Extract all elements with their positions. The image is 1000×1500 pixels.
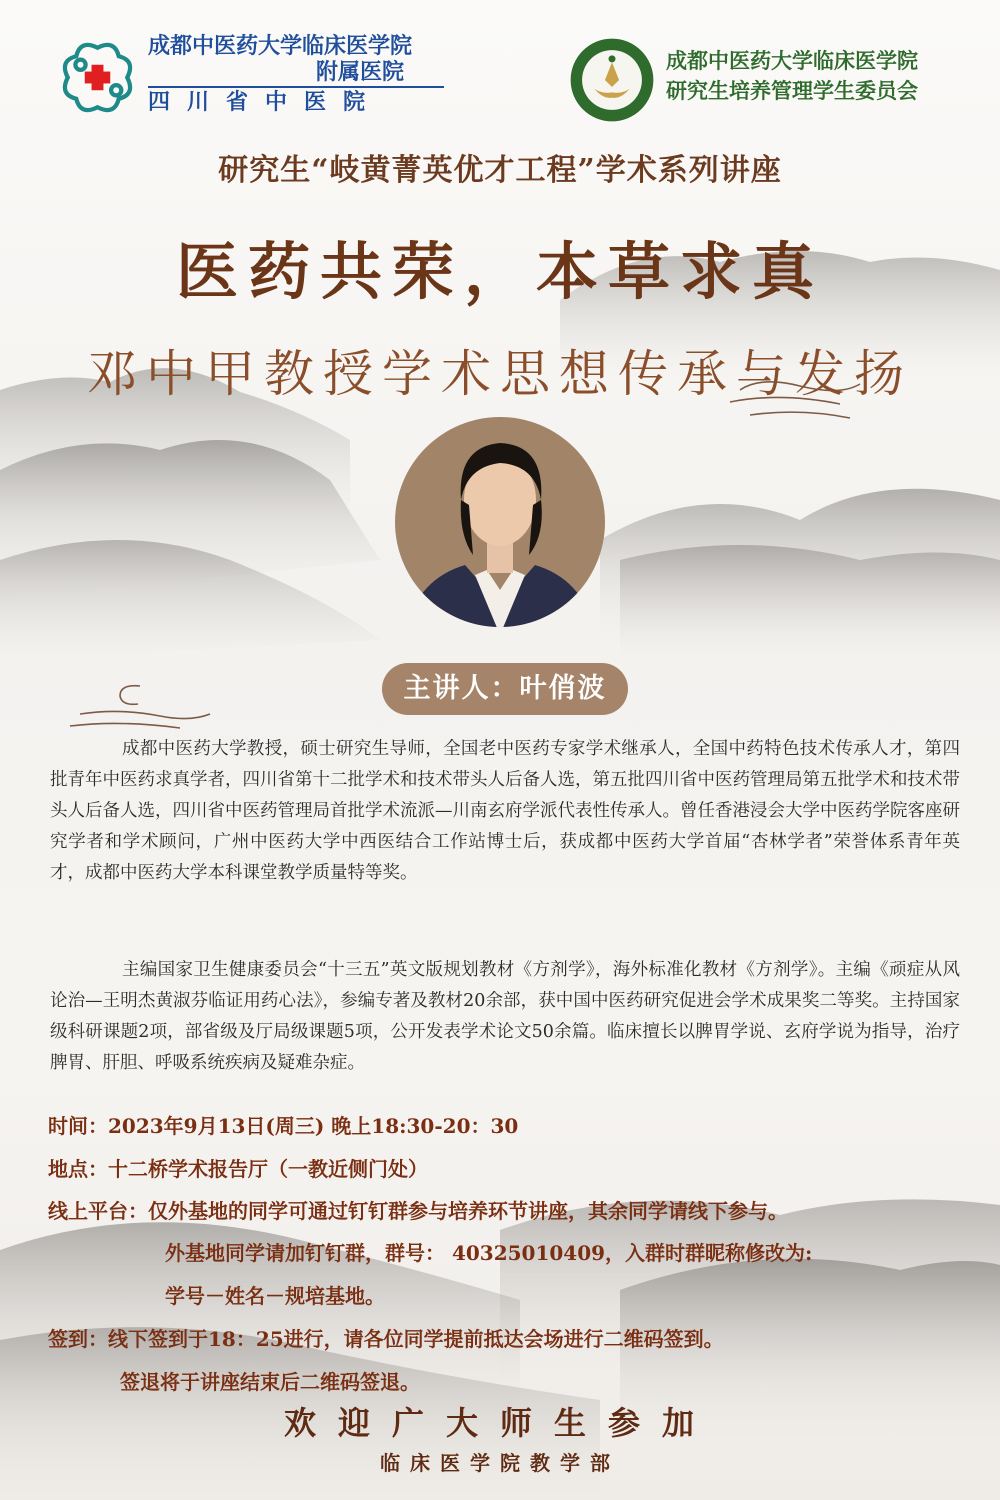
bio-text-2: 主编国家卫生健康委员会“十三五”英文版规划教材《方剂学》，海外标准化教材《方剂学》。主编《顽症从风论治—王明杰黄淑芬临证用药心法》，参编专著及教材20余部，获中国中医药研究促进会学术成果奖二等奖。主持国家级科研课题2项，部省级及厅局级课题5项，公开发表学术论文50余篇。临床擅长以脾胃学说、玄府学说为指导，治疗脾胃、肝胆、呼吸系统疾病及疑难杂症。: [50, 960, 960, 1073]
main-title: 医药共荣，本草求真: [175, 235, 824, 308]
event-time: 时间：2023年9月13日(周三) 晚上18:30-20：30: [48, 1114, 519, 1138]
speaker-label: 主讲人：: [403, 673, 520, 704]
sign-out-notice: 签退将于讲座结束后二维码签退。: [120, 1370, 420, 1394]
hospital-name: [148, 34, 412, 116]
sign-in-notice: 签到：线下签到于18：25进行，请各位同学提前抵达会场进行二维码签到。: [48, 1327, 724, 1351]
hospital-name-line3: 四川省中医院: [148, 90, 383, 115]
hospital-logo-icon: [55, 35, 140, 120]
hospital-name-line2: 附属医院: [316, 60, 405, 85]
committee-seal-icon: [568, 36, 656, 124]
sub-title: 邓中甲教授学术思想传承与发扬: [87, 345, 913, 403]
bio-paragraph-2: [50, 955, 960, 1079]
organizer-department: 临床医学院教学部: [380, 1451, 620, 1475]
nickname-format: 学号－姓名－规培基地。: [165, 1284, 385, 1308]
committee-name-line1: 成都中医药大学临床医学院: [666, 49, 918, 73]
hospital-name-line1: 成都中医药大学临床医学院: [148, 34, 413, 59]
speaker-portrait: [395, 405, 605, 635]
cloud-swirl-decoration: [60, 676, 220, 736]
welcome-text: 欢迎广大师生参加: [283, 1404, 716, 1442]
speaker-name: 叶俏波: [519, 673, 607, 704]
online-platform: 线上平台：仅外基地的同学可通过钉钉群参与培养环节讲座，其余同学请线下参与。: [48, 1199, 788, 1223]
committee-name: [666, 46, 918, 106]
event-place: 地点：十二桥学术报告厅（一教近侧门处）: [48, 1157, 428, 1181]
hospital-name-divider: [148, 86, 444, 88]
bio-text-1: 成都中医药大学教授，硕士研究生导师，全国老中医药专家学术继承人，全国中药特色技术传承人才，第四批青年中医药求真学者，四川省第十二批学术和技术带头人后备人选，第五批四川省中医药管理局第五批学术和技术带头人后备人选，四川省中医药管理局首批学术流派—川南玄府学派代表性传承人。曾任香港浸会大学中医药学院客座研究学者和学术顾问，广州中医药大学中西医结合工作站博士后，获成都中医药大学首届“杏林学者”荣誉体系青年英才，成都中医药大学本科课堂教学质量特等奖。: [50, 739, 960, 883]
series-title: 研究生“岐黄菁英优才工程”学术系列讲座: [218, 153, 782, 188]
dingtalk-group: 外基地同学请加钉钉群，群号： 40325010409，入群时群昵称修改为:: [165, 1241, 813, 1265]
committee-name-line2: 研究生培养管理学生委员会: [666, 79, 918, 103]
bio-paragraph-1: [50, 734, 960, 889]
speaker-badge: [382, 663, 628, 715]
